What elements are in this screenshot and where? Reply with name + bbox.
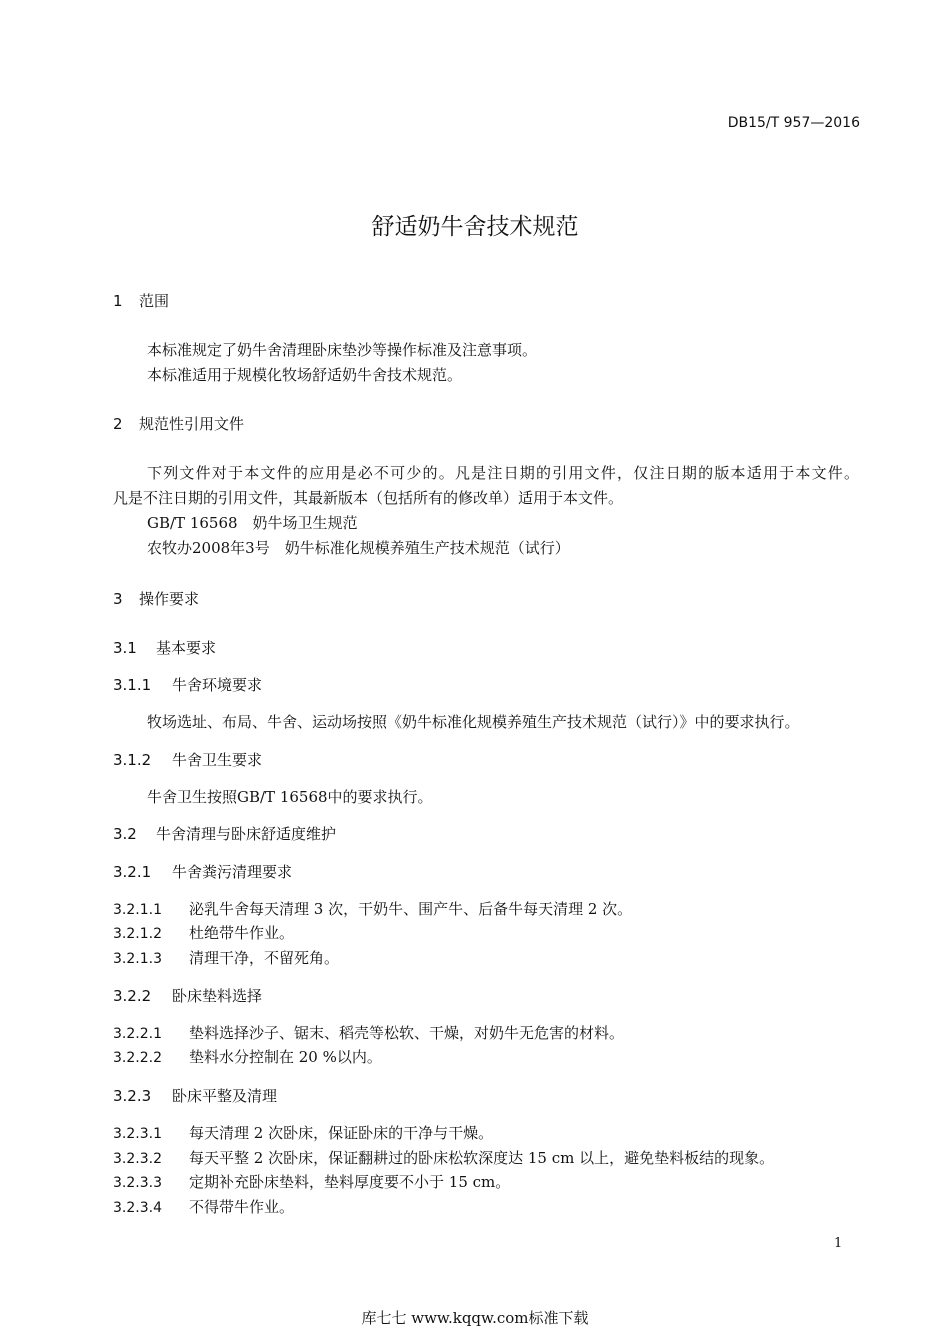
section-number: 3.1 — [113, 639, 137, 657]
paragraph: 牧场选址、布局、牛舍、运动场按照《奶牛标准化规模养殖生产技术规范（试行）》中的要求执行。 — [147, 713, 800, 731]
list-item — [113, 1147, 774, 1168]
subsection-3-1-2-heading — [113, 749, 262, 770]
section-number: 3 — [113, 590, 123, 608]
section-number: 3.2 — [113, 825, 137, 843]
item-number: 3.2.2.1 — [113, 1026, 162, 1042]
item-number: 3.2.1.3 — [113, 951, 162, 967]
item-text: 泌乳牛舍每天清理 3 次，干奶牛、围产牛、后备牛每天清理 2 次。 — [189, 900, 633, 918]
normative-reference: 农牧办2008年3号 奶牛标准化规模养殖生产技术规范（试行） — [147, 539, 570, 557]
subsection-3-1-1-heading — [113, 674, 262, 695]
normative-reference: GB/T 16568 奶牛场卫生规范 — [147, 514, 358, 532]
section-title: 规范性引用文件 — [139, 415, 245, 433]
list-item — [113, 947, 339, 968]
subsection-3-2-3-heading — [113, 1085, 277, 1106]
subsection-3-2-heading — [113, 823, 336, 844]
item-number: 3.2.2.2 — [113, 1050, 162, 1066]
paragraph: 牛舍卫生按照GB/T 16568中的要求执行。 — [147, 788, 433, 806]
section-3-heading — [113, 588, 199, 609]
paragraph: 下列文件对于本文件的应用是必不可少的。凡是注日期的引用文件，仅注日期的版本适用于本文件。 — [147, 464, 859, 482]
section-number: 3.2.3 — [113, 1087, 152, 1105]
section-number: 3.2.1 — [113, 863, 152, 881]
item-text: 清理干净，不留死角。 — [189, 949, 340, 967]
subsection-3-2-2-heading — [113, 985, 262, 1006]
item-number: 3.2.3.2 — [113, 1151, 162, 1167]
list-item — [113, 1196, 294, 1217]
list-item — [113, 1171, 510, 1192]
item-number: 3.2.3.4 — [113, 1200, 162, 1216]
list-item — [113, 1022, 624, 1043]
item-number: 3.2.3.3 — [113, 1175, 162, 1191]
section-1-heading — [113, 290, 169, 311]
section-number: 3.1.2 — [113, 751, 152, 769]
section-number: 2 — [113, 415, 123, 433]
item-number: 3.2.3.1 — [113, 1126, 162, 1142]
section-title: 卧床平整及清理 — [172, 1087, 278, 1105]
list-item — [113, 898, 632, 919]
subsection-3-1-heading — [113, 637, 216, 658]
footer-watermark: 库七七 www.kqqw.com标准下载 — [361, 1309, 589, 1327]
paragraph: 凡是不注日期的引用文件，其最新版本（包括所有的修改单）适用于本文件。 — [113, 489, 624, 507]
page-number: 1 — [834, 1236, 843, 1251]
item-text: 每天清理 2 次卧床，保证卧床的干净与干燥。 — [189, 1124, 494, 1142]
item-text: 不得带牛作业。 — [189, 1198, 295, 1216]
section-title: 牛舍环境要求 — [172, 676, 263, 694]
paragraph: 本标准适用于规模化牧场舒适奶牛舍技术规范。 — [147, 366, 463, 384]
item-text: 每天平整 2 次卧床，保证翻耕过的卧床松软深度达 15 cm 以上，避免垫料板结的现象。 — [189, 1149, 775, 1167]
section-title: 牛舍粪污清理要求 — [172, 863, 293, 881]
section-title: 基本要求 — [156, 639, 217, 657]
item-text: 定期补充卧床垫料，垫料厚度要不小于 15 cm。 — [189, 1173, 511, 1191]
standard-code: DB15/T 957—2016 — [727, 115, 860, 131]
item-number: 3.2.1.1 — [113, 902, 162, 918]
subsection-3-2-1-heading — [113, 861, 292, 882]
section-title: 范围 — [139, 292, 170, 310]
paragraph: 本标准规定了奶牛舍清理卧床垫沙等操作标准及注意事项。 — [147, 341, 538, 359]
section-number: 3.1.1 — [113, 676, 152, 694]
list-item — [113, 1046, 382, 1067]
list-item — [113, 922, 294, 943]
document-title: 舒适奶牛舍技术规范 — [371, 214, 579, 240]
section-number: 3.2.2 — [113, 987, 152, 1005]
item-text: 杜绝带牛作业。 — [189, 924, 295, 942]
item-number: 3.2.1.2 — [113, 926, 162, 942]
section-number: 1 — [113, 292, 123, 310]
section-title: 牛舍清理与卧床舒适度维护 — [156, 825, 337, 843]
section-2-heading — [113, 413, 244, 434]
item-text: 垫料水分控制在 20 %以内。 — [189, 1048, 382, 1066]
list-item — [113, 1122, 493, 1143]
item-text: 垫料选择沙子、锯末、稻壳等松软、干燥，对奶牛无危害的材料。 — [189, 1024, 625, 1042]
section-title: 卧床垫料选择 — [172, 987, 263, 1005]
section-title: 操作要求 — [139, 590, 200, 608]
section-title: 牛舍卫生要求 — [172, 751, 263, 769]
